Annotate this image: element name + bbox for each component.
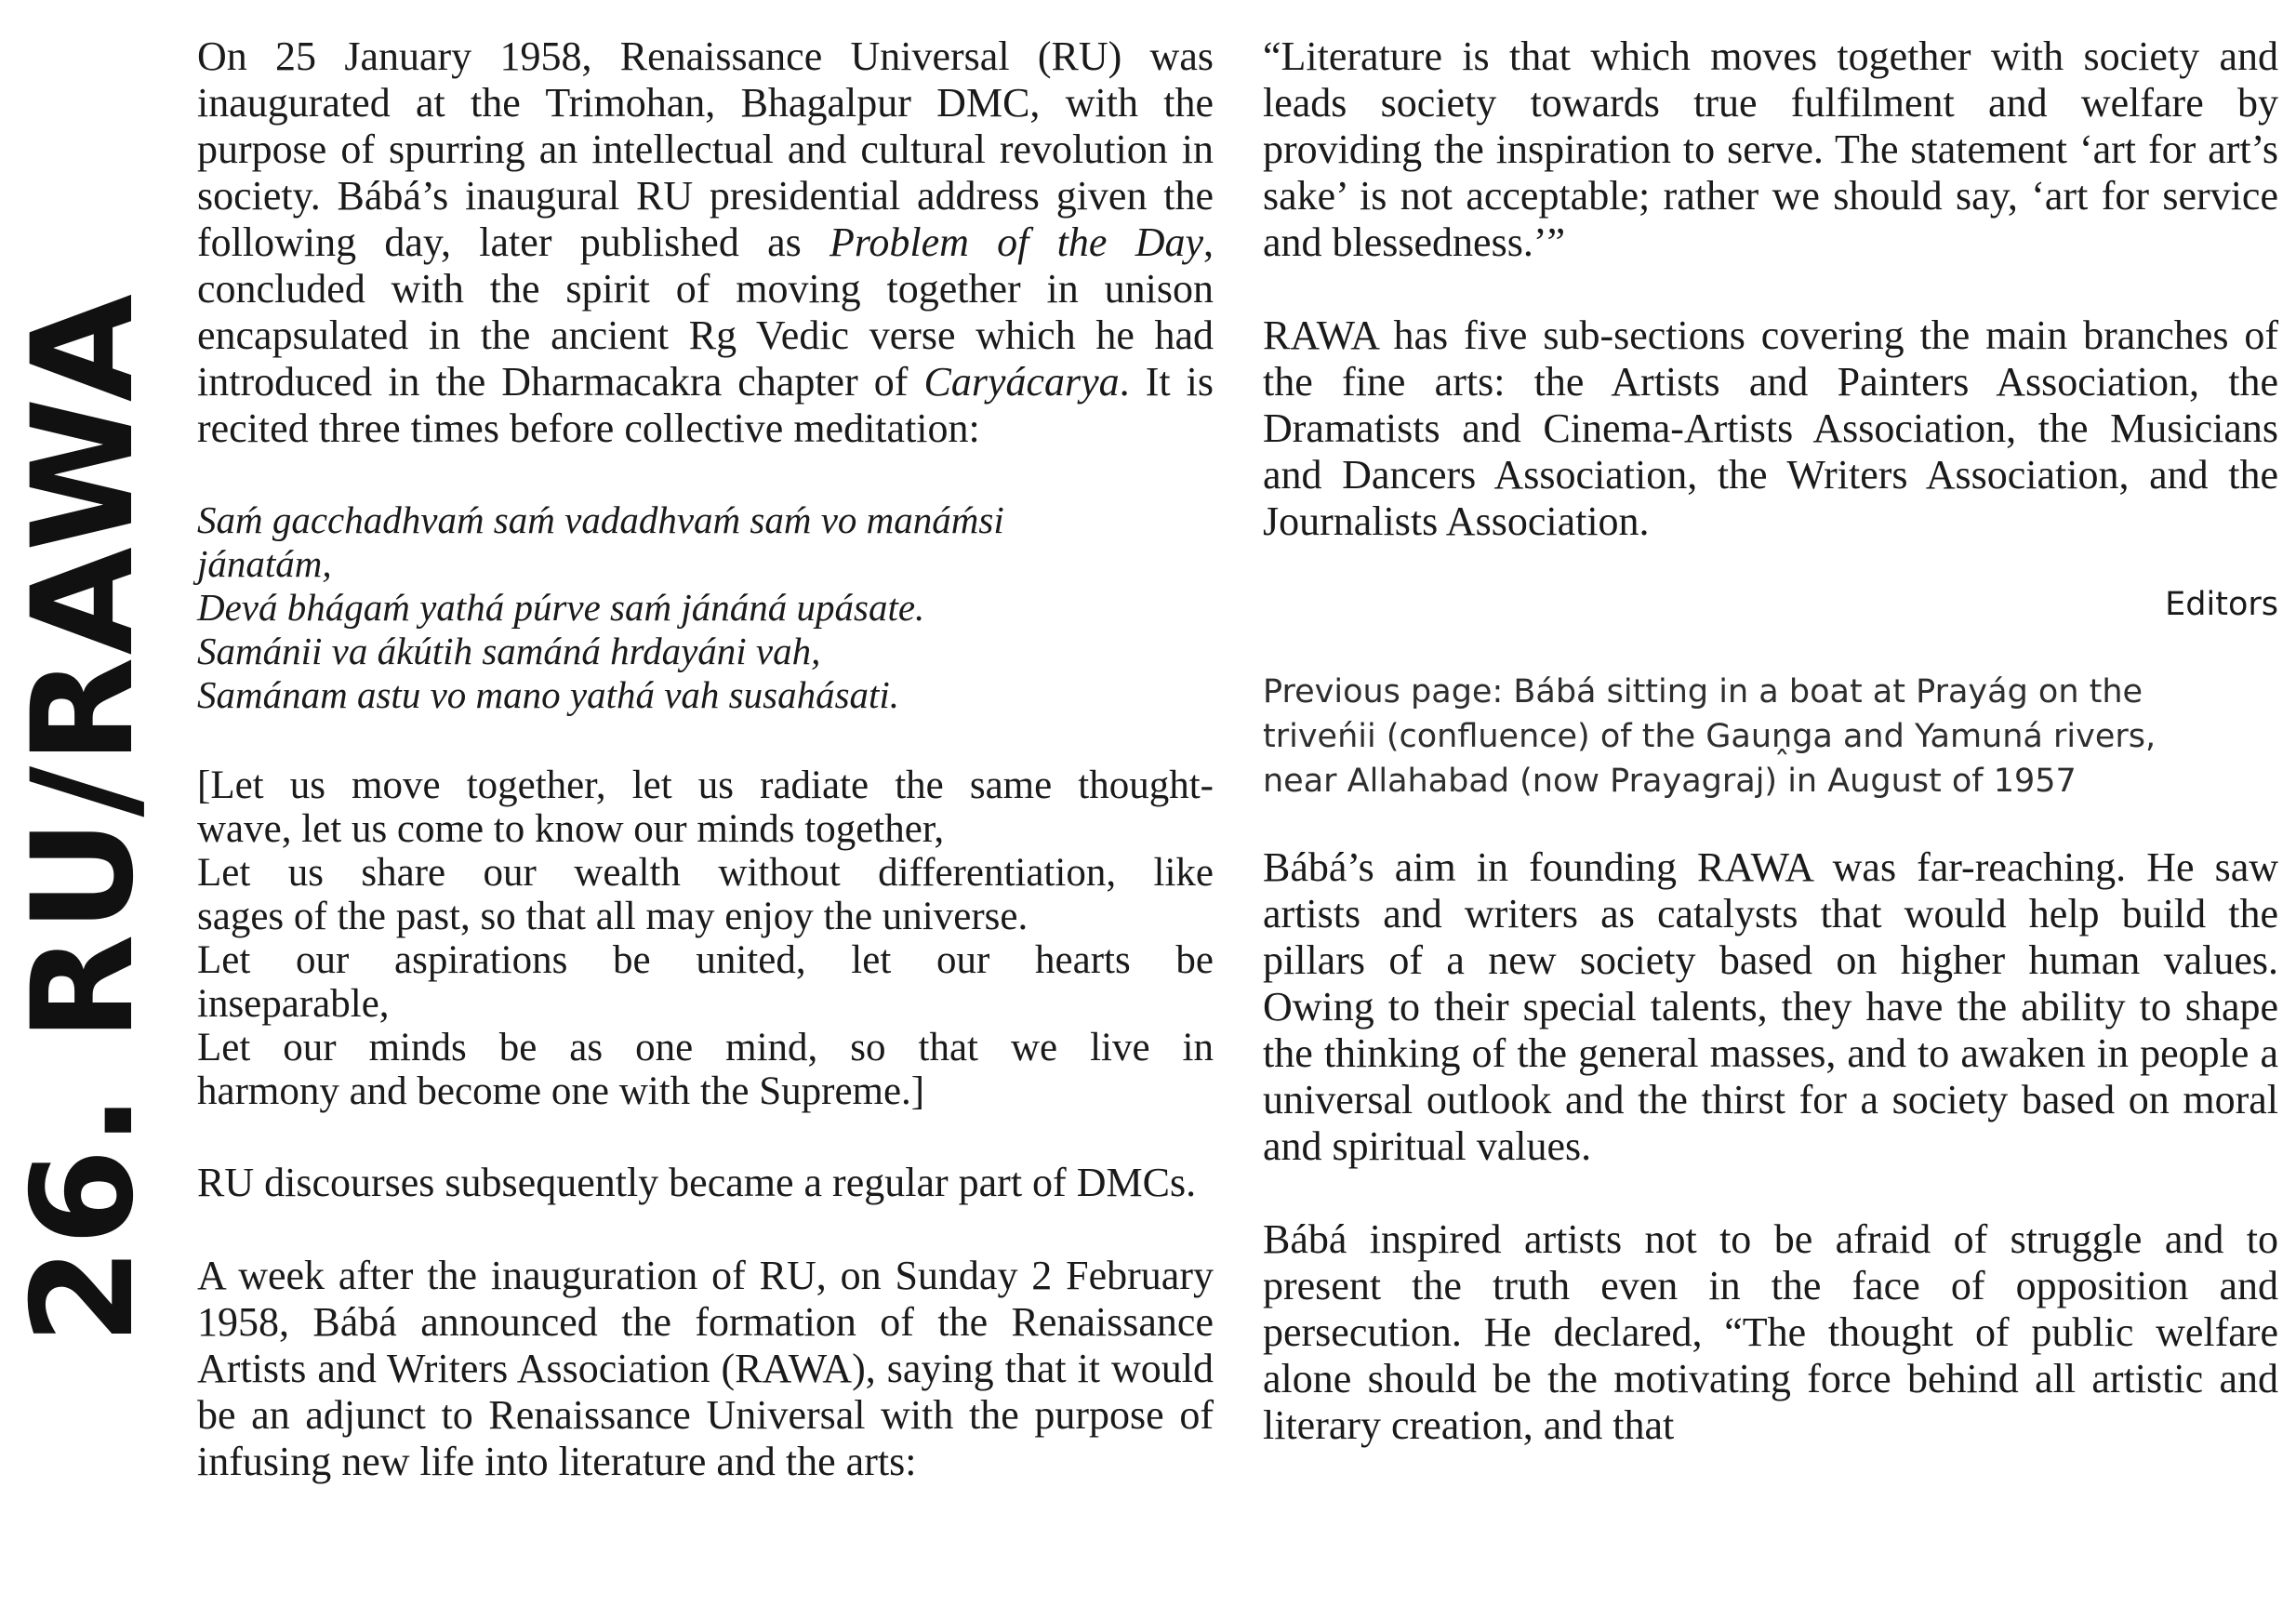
chapter-title-text: 26. RU/RAWA: [3, 292, 165, 1345]
literature-quote: “Literature is that which moves together with society and leads society towards true fulfilment and welfare by providing the inspiration to serve. The statement ‘art for art’s sake’ is not acceptable; rather we should say, ‘art for service and blessedness.’”: [1263, 33, 2278, 265]
translation-line: sages of the past, so that all may enjoy the universe.: [197, 895, 1029, 938]
rawa-formation-paragraph: A week after the inauguration of RU, on Sunday 2 February 1958, Bábá announced the formation of the Renaissance Artists and Writers Association (RAWA), saying that it would be an adjunct to Renaissance Universal with the purpose of infusing new life into literature and the arts:: [197, 1253, 1214, 1484]
verse-line: Devá bhágaḿ yathá púrve saḿ jánáná upásate.: [197, 586, 925, 629]
verse-line: Samánam astu vo mano yathá vah susahásati.: [197, 673, 900, 716]
verse-line: Saḿ gacchadhvaḿ saḿ vadadhvaḿ saḿ vo manáḿsi: [197, 498, 1004, 541]
verse-translation: [197, 764, 1214, 1113]
artists-inspiration-paragraph: Bábá inspired artists not to be afraid of struggle and to present the truth even in the face of opposition and persecution. He declared, “The thought of public welfare alone should be the motivating force behind all artistic and literary creation, and that: [1263, 1216, 2278, 1448]
intro-text-c: . It is recited three times before collective meditation:: [197, 359, 1214, 451]
book-title-problem-of-the-day: Problem of the Day: [829, 219, 1203, 265]
caption-line: near Allahabad (now Prayagraj) in August of 1957: [1263, 763, 2077, 800]
right-column: [1263, 33, 2278, 1449]
editors-credit: Editors: [2165, 586, 2278, 623]
translation-line: wave, let us come to know our minds together,: [197, 807, 945, 851]
translation-line: Let us share our wealth without differentiation, like: [197, 851, 1214, 895]
translation-line: Let our minds be as one mind, so that we live in: [197, 1026, 1214, 1069]
photo-caption: [1263, 670, 2278, 803]
translation-line: inseparable,: [197, 982, 390, 1026]
book-title-caryacarya: Caryácarya: [923, 359, 1120, 405]
translation-line: [Let us move together, let us radiate the same thought-: [197, 764, 1214, 807]
intro-paragraph: [197, 33, 1214, 452]
rawa-subsections-paragraph: RAWA has five sub-sections covering the main branches of the fine arts: the Artists and Painters Association, the Dramatists and Cinema-Artists Association, the Musicians and Dancers Association, the Writers Association, and the Journalists Association.: [1263, 312, 2278, 544]
caption-line: triveńii (confluence) of the Gauṋga and Yamuná rivers,: [1263, 718, 2157, 755]
verse-line: Samánii va ákútih samáná hrdayáni vah,: [197, 630, 821, 672]
intro-text-a: On 25 January 1958, Renaissance Universal (RU) was inaugurated at the Trimohan, Bhagalpur DMC, with the purpose of spurring an intellectual and cultural revolution in society. Bábá’s inaugural RU presidential address given the following day, later published as: [197, 33, 1214, 265]
ru-discourses-paragraph: RU discourses subsequently became a regular part of DMCs.: [197, 1160, 1197, 1205]
translation-line: harmony and become one with the Supreme.]: [197, 1069, 925, 1113]
chapter-title: [0, 0, 167, 1620]
rawa-aim-paragraph: Bábá’s aim in founding RAWA was far-reaching. He saw artists and writers as catalysts that would help build the pillars of a new society based on higher human values. Owing to their special talents, they have the ability to shape the thinking of the general masses, and to awaken in people a universal outlook and the thirst for a society based on moral and spiritual values.: [1263, 844, 2278, 1169]
sanskrit-verse: [197, 498, 1214, 717]
translation-line: Let our aspirations be united, let our hearts be: [197, 938, 1214, 982]
caption-line: Previous page: Bábá sitting in a boat at Prayág on the: [1263, 673, 2143, 710]
left-column: [197, 33, 1214, 1485]
verse-line: jánatám,: [197, 542, 332, 585]
intro-text-b: , concluded with the spirit of moving together in unison encapsulated in the ancient Rg Vedic verse which he had introduced in the Dharmacakra chapter of: [197, 219, 1214, 405]
